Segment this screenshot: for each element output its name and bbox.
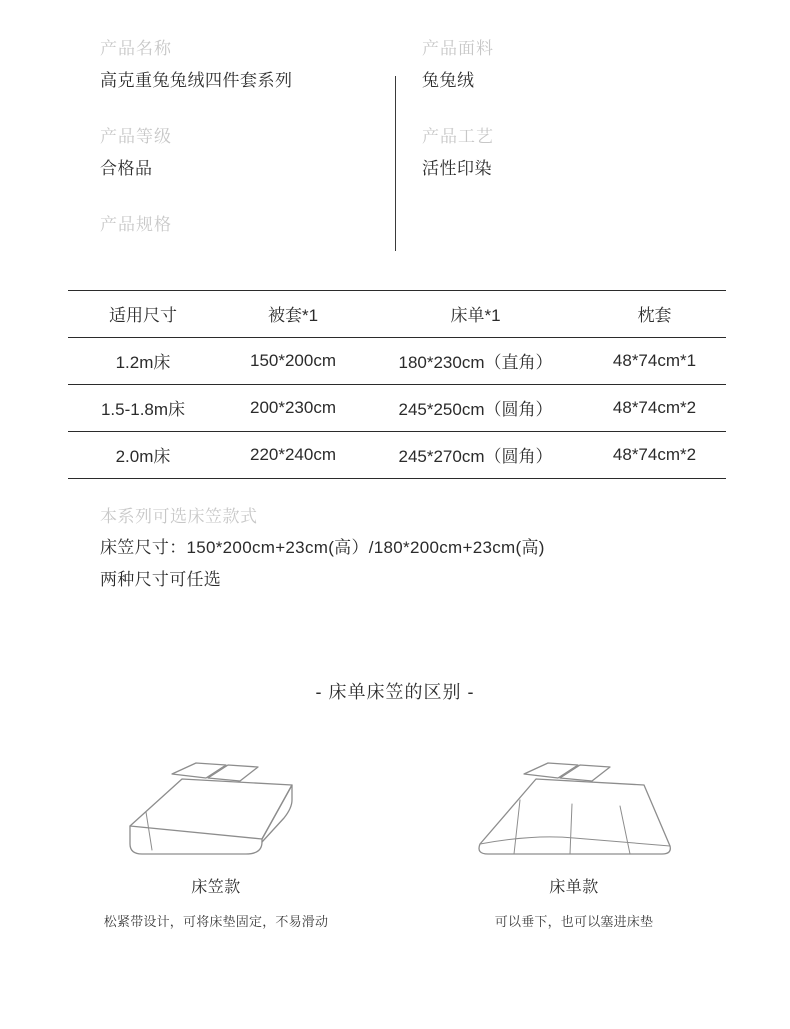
size-table	[68, 290, 726, 479]
note-optional-fitted: 本系列可选床笠款式	[100, 507, 258, 526]
vertical-divider	[395, 76, 396, 251]
table-header-cell: 被套*1	[218, 291, 368, 338]
spec-value: 兔兔绒	[422, 71, 475, 90]
spec-section	[0, 36, 790, 264]
illustration-subtext: 可以垂下，也可以塞进床垫	[494, 914, 654, 929]
illustration-row	[0, 738, 790, 930]
table-cell: 48*74cm*2	[583, 385, 726, 432]
table-cell: 1.5-1.8m床	[68, 385, 218, 432]
spec-value: 高克重兔兔绒四件套系列	[100, 71, 293, 90]
table-cell: 220*240cm	[218, 432, 368, 479]
table-cell: 48*74cm*1	[583, 338, 726, 385]
table-cell: 2.0m床	[68, 432, 218, 479]
spec-label: 产品规格	[100, 215, 172, 234]
table-cell: 1.2m床	[68, 338, 218, 385]
table-row	[68, 385, 726, 432]
illustration-fitted-sheet	[66, 738, 366, 930]
table-cell: 200*230cm	[218, 385, 368, 432]
fitted-sheet-illustration	[86, 738, 346, 868]
section-title-difference: - 床单床笠的区别 -	[315, 682, 475, 702]
note-fitted-size: 床笠尺寸：150*200cm+23cm(高）/180*200cm+23cm(高)	[100, 538, 545, 557]
spec-value: 活性印染	[422, 159, 492, 178]
table-header-row	[68, 291, 726, 338]
spec-item-craft	[422, 124, 690, 184]
spec-label: 产品名称	[100, 39, 172, 58]
table-row	[68, 338, 726, 385]
illustration-caption: 床单款	[549, 879, 599, 896]
illustration-subtext: 松紧带设计，可将床垫固定，不易滑动	[103, 914, 329, 929]
table-cell: 150*200cm	[218, 338, 368, 385]
spec-item-product-size	[100, 212, 360, 238]
spec-column-right	[360, 36, 690, 264]
note-size-choice: 两种尺寸可任选	[100, 570, 222, 589]
spec-label: 产品面料	[422, 39, 494, 58]
table-cell: 180*230cm（直角）	[368, 338, 583, 385]
illustration-caption: 床笠款	[191, 879, 241, 896]
spec-label: 产品工艺	[422, 127, 494, 146]
spec-column-left	[0, 36, 360, 264]
illustration-flat-sheet	[424, 738, 724, 930]
table-header-cell: 床单*1	[368, 291, 583, 338]
table-cell: 48*74cm*2	[583, 432, 726, 479]
notes-section	[100, 502, 740, 596]
size-table-wrap	[68, 290, 726, 479]
table-row	[68, 432, 726, 479]
spec-item-product-grade	[100, 124, 360, 184]
flat-sheet-illustration	[444, 738, 704, 868]
table-cell: 245*250cm（圆角）	[368, 385, 583, 432]
spec-value: 合格品	[100, 159, 153, 178]
table-cell: 245*270cm（圆角）	[368, 432, 583, 479]
spec-label: 产品等级	[100, 127, 172, 146]
table-header-cell: 适用尺寸	[68, 291, 218, 338]
spec-item-product-name	[100, 36, 360, 96]
spec-item-fabric	[422, 36, 690, 96]
table-header-cell: 枕套	[583, 291, 726, 338]
